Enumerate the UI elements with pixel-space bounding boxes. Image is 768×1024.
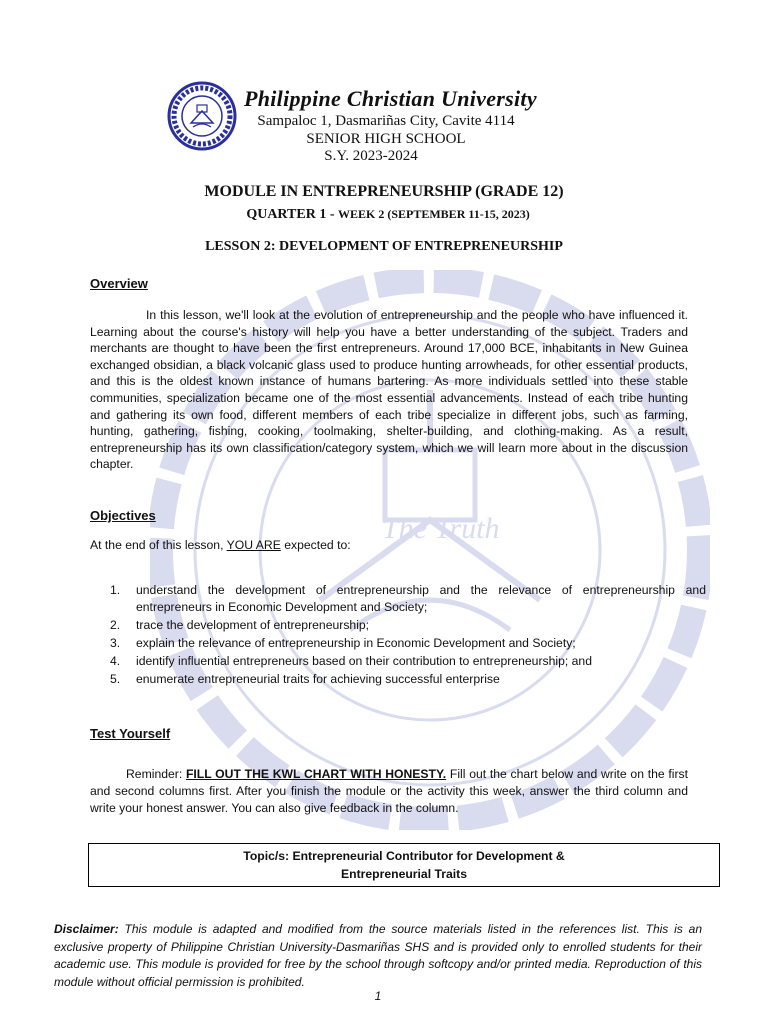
objectives-intro-emphasis: YOU ARE <box>226 538 281 552</box>
objective-text: understand the development of entrepreneurship and the relevance of entrepreneurship and entrepreneurs in Economic Development and Society; <box>136 583 706 614</box>
objectives-intro-before: At the end of this lesson, <box>90 538 227 552</box>
lesson-title: LESSON 2: DEVELOPMENT OF ENTREPRENEURSHIP <box>205 239 563 254</box>
objective-number: 1. <box>110 583 121 597</box>
list-item <box>110 617 706 634</box>
list-item <box>110 635 706 652</box>
module-title: MODULE IN ENTREPRENEURSHIP (GRADE 12) <box>204 183 564 200</box>
disclaimer-label: Disclaimer: <box>54 922 119 936</box>
quarter-dash: - <box>326 207 338 222</box>
objective-text: enumerate entrepreneurial traits for achieving successful enterprise <box>136 671 500 686</box>
reminder-text: Fill out the chart below and write on the first and second columns first. After you finish the module or the activity this week, answer the third column and write your honest answer. You can also give feedback in the column. <box>90 767 689 815</box>
topic-line-2: Entrepreneurial Traits <box>341 867 467 881</box>
objective-number: 3. <box>110 635 121 650</box>
school-year: S.Y. 2023-2024 <box>324 148 418 164</box>
objective-number: 4. <box>110 653 121 668</box>
disclaimer-text: This module is adapted and modified from the source materials listed in the references list. This is an exclusive property of Philippine Christian University-Dasmariñas SHS and is provided only to enrolled students for their academic use. This module is provided for free by the school through softcopy and/or printed media. Reproduction of this module without official permission is prohibited. <box>54 922 702 989</box>
list-item <box>110 582 706 615</box>
objective-number: 5. <box>110 671 121 686</box>
objective-text: trace the development of entrepreneurship; <box>136 617 370 632</box>
objectives-intro-after: expected to: <box>280 538 351 552</box>
list-item <box>110 671 706 688</box>
topic-line-1: Topic/s: Entrepreneurial Contributor for Development & <box>243 849 565 863</box>
objective-text: identify influential entrepreneurs based on their contribution to entrepreneurship; and <box>136 653 592 668</box>
objective-text: explain the relevance of entrepreneurship in Economic Development and Society; <box>136 635 576 650</box>
objectives-heading: Objectives <box>90 508 156 523</box>
week-label: WEEK 2 (SEPTEMBER 11-15, 2023) <box>338 207 530 221</box>
objectives-intro <box>90 538 351 552</box>
page-number: 1 <box>374 989 382 1003</box>
quarter-label: QUARTER 1 <box>246 207 327 222</box>
university-logo <box>167 81 237 151</box>
watermark-motto: The Truth <box>382 512 500 545</box>
list-item <box>110 653 706 670</box>
reminder-paragraph <box>90 766 688 817</box>
topic-box <box>88 843 720 887</box>
reminder-label: Reminder: <box>126 767 186 781</box>
overview-heading: Overview <box>90 276 148 291</box>
test-yourself-heading: Test Yourself <box>90 726 171 741</box>
objective-number: 2. <box>110 617 121 632</box>
school-level: SENIOR HIGH SCHOOL <box>306 131 466 147</box>
university-address: Sampaloc 1, Dasmariñas City, Cavite 4114 <box>257 113 515 129</box>
disclaimer <box>54 921 702 991</box>
overview-paragraph: In this lesson, we'll look at the evolution of entrepreneurship and the people who have influenced it. Learning about the course's history will help you have a better understanding of the subject. Traders and merchants are thought to have been the first entrepreneurs. Around 17,000 BCE, inhabitants in New Guinea exchanged obsidian, a black volcanic glass used to produce hunting arrowheads, for other essential products, and this is the oldest known instance of humans bartering. As more individuals settled into these stable communities, specialization became one of the most essential advancements. Instead of each tribe hunting and gathering its own food, different members of each tribe specialize in different jobs, such as farming, hunting, gathering, fishing, cooking, toolmaking, shelter-building, and clothing-making. As a result, entrepreneurship has its own classification/category system, which we will learn more about in the discussion chapter. <box>90 308 688 472</box>
quarter-week-line <box>0 207 768 223</box>
university-name: Philippine Christian University <box>244 86 537 111</box>
objectives-list <box>110 582 706 689</box>
reminder-emphasis: FILL OUT THE KWL CHART WITH HONESTY. <box>185 767 447 781</box>
